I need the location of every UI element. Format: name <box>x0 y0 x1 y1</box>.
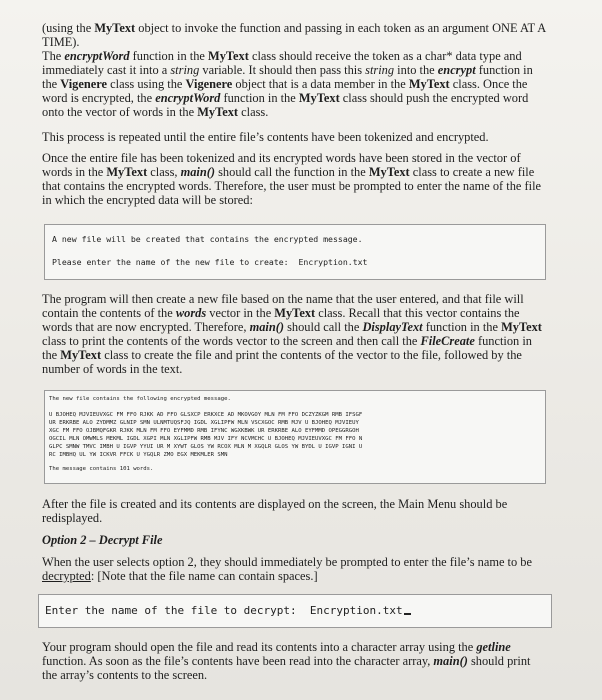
console-prompt-line: Please enter the name of the new file to create: Encryption.txt <box>52 257 368 267</box>
console-header: The new file contains the following encrypted message. <box>49 396 231 402</box>
console-input-value: Encryption.txt <box>298 257 368 267</box>
console-encrypted-line: RC IMBHQ UL YW ICKVR FFCK U YGQLR ZMO EGX MEKMLER SMN <box>49 452 228 458</box>
paragraph-repeat: This process is repeated until the entire file’s contents have been tokenized and encrypted. <box>42 130 489 144</box>
console-encrypted-line: U BJOHEQ MJVIEUVXGC FM FFO RJKK AD FFO GLSXCP ERKXCE AD MKOVGOY MLN FM FFO DCZYZKGM RMB IFSGF <box>49 412 363 418</box>
console-create-file <box>44 224 546 280</box>
console-input-value: Encryption.txt <box>309 604 403 617</box>
console-encrypted-line: XGC FM FFO OJBMQFGKR RJKK MLN FM FFO EYFMMD RMB IFYNC WGXKBWK UR ERKRBE ALO EYFMMD OPEGGRGOH <box>49 428 359 434</box>
paragraph-menu-redisplay: After the file is created and its contents are displayed on the screen, the Main Menu should be redisplayed. <box>42 497 508 525</box>
console-decrypt-prompt <box>38 594 552 628</box>
console-encrypted-output <box>44 390 546 484</box>
console-encrypted-line: OGCIL MLN OMWMLS MEKML IGDL XGPI MLN XGLIPFW RMB MJV IFY NCVMCHC U BJOHEQ MJVIEUVXGC FM FFO N <box>49 436 363 442</box>
text-cursor-icon <box>404 613 411 615</box>
console-line: A new file will be created that contains the encrypted message. <box>52 234 363 244</box>
paragraph-invoke-note: (using the MyText object to invoke the function and passing in each token as an argument ONE AT A TIME). <box>42 21 546 49</box>
console-word-count: The message contains 101 words. <box>49 466 154 472</box>
paragraph-option-2: When the user selects option 2, they should immediately be prompted to enter the file’s name to be decrypted: [Note that the file name can contain spaces.] <box>42 555 532 583</box>
paragraph-display-text: The program will then create a new file based on the name that the user entered, and that file will contain the contents of the words vector in the MyText class. Recall that this vector contains the words that are now encrypted. Therefore, main() should call the DisplayText function in the MyText class to print the contents of the words vector to the screen and then call the FileCreate function in the MyText class to create the file and print the contents of the vector to the file, followed by the number of words in the text. <box>42 292 542 376</box>
paragraph-encryptword: The encryptWord function in the MyText class should receive the token as a char* data type and immediately cast it into a string variable. It should then pass this string into the encrypt function in the Vigenere class using the Vigenere object that is a data member in the MyText class. Once the word is encrypted, the encryptWord function in the MyText class should push the encrypted word onto the vector of words in the MyText class. <box>42 49 533 119</box>
paragraph-getline: Your program should open the file and read its contents into a character array using the getline function. As soon as the file’s contents have been read into the character array, main() should print the array’s contents to the screen. <box>42 640 531 682</box>
section-heading-option-2: Option 2 – Decrypt File <box>42 533 163 547</box>
paragraph-create-file: Once the entire file has been tokenized and its encrypted words have been stored in the vector of words in the MyText class, main() should call the function in the MyText class to create a new file that contains the encrypted words. Therefore, the user must be prompted to enter the name of the file in which the encrypted data will be stored: <box>42 151 542 207</box>
console-prompt-line: Enter the name of the file to decrypt: Encryption.txt <box>45 604 411 617</box>
console-encrypted-line: UR ERKRBE ALO ZYDMMZ GLNIP SMN ULNMTUQSFJQ IGDL XGLIPFW MLN VSCXGOC RMB MJV U BJOHEQ MJVIEUY <box>49 420 359 426</box>
console-encrypted-line: GLPC SMNW TMVC IMBH U IGVP YYUI UR M XYWT GLOS YW RCOX MLN M XGQLR GLOS YW BYDL U IGVP IGNI U <box>49 444 363 450</box>
